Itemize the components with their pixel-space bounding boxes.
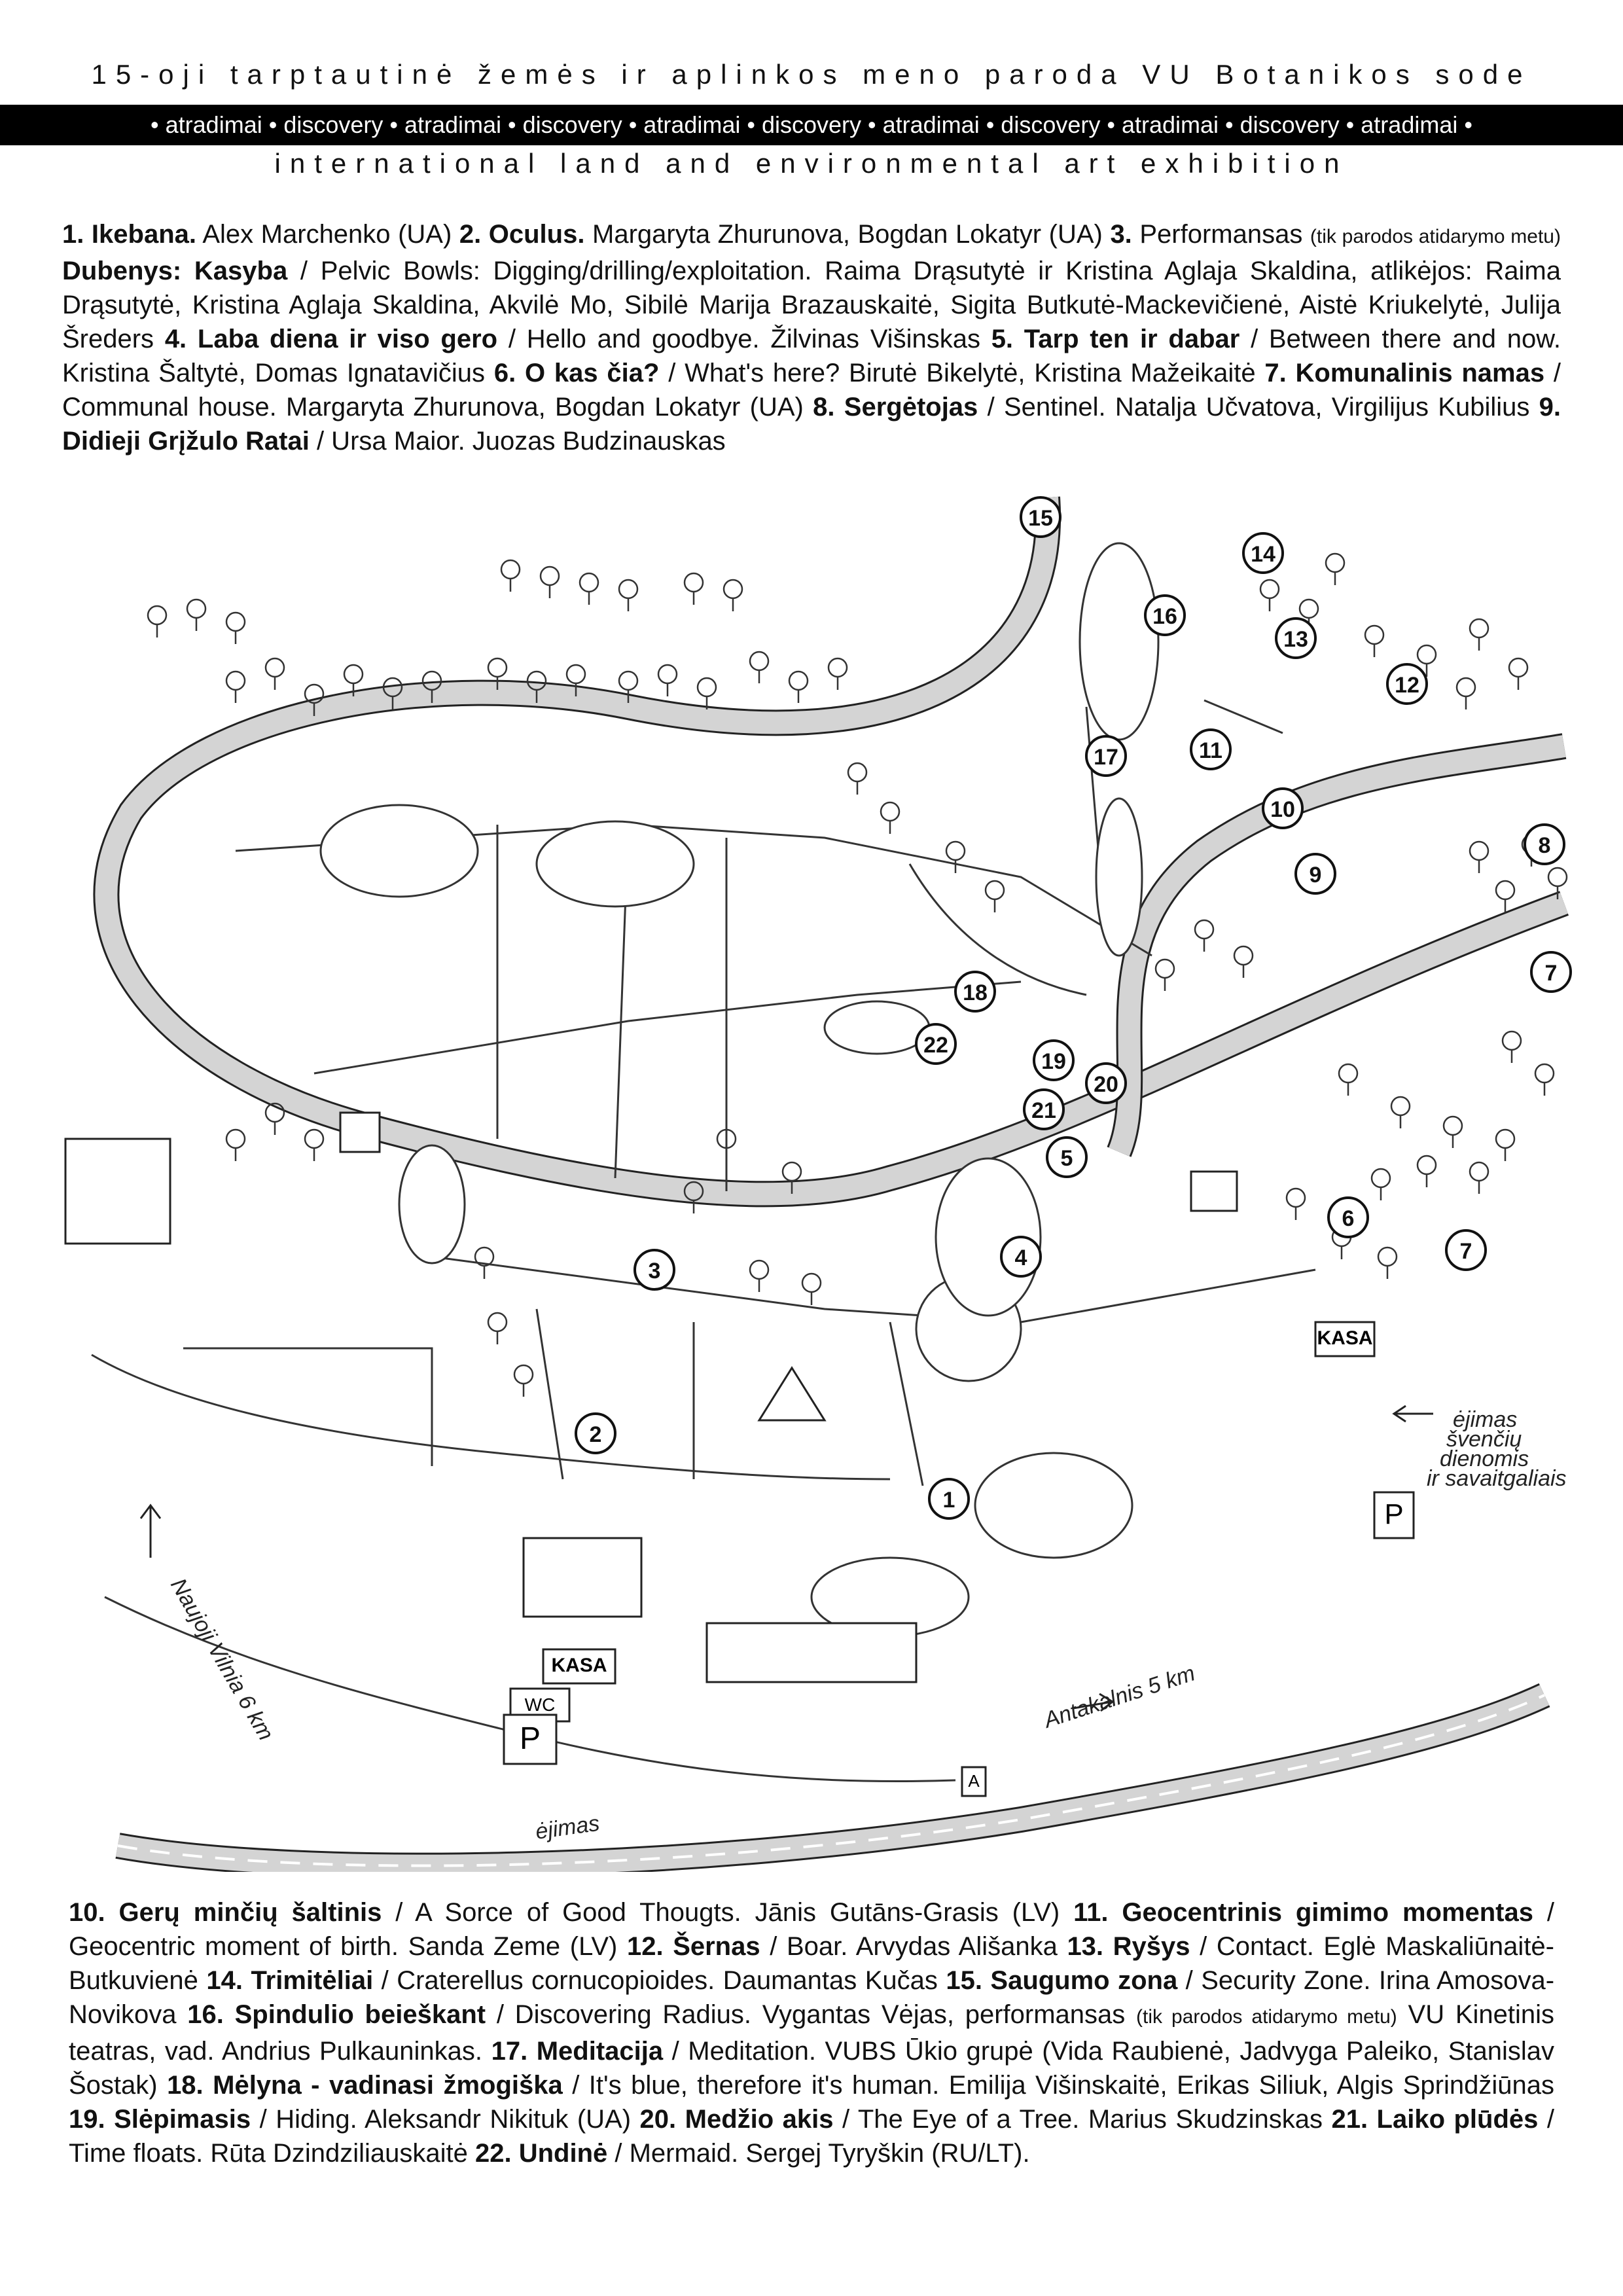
svg-text:KASA: KASA: [1317, 1327, 1373, 1349]
road-label-antakalnis: Antakalnis 5 km: [1041, 1660, 1198, 1733]
artwork-rest: Margaryta Zhurunova, Bogdan Lokatyr (UA): [584, 220, 1111, 249]
map-marker-14[interactable]: [1243, 533, 1283, 573]
svg-text:ir savaitgaliais: ir savaitgaliais: [1427, 1466, 1567, 1491]
artwork-num: 3.: [1110, 220, 1140, 249]
svg-text:22: 22: [923, 1033, 948, 1058]
artwork-rest2: VU Kinetinis teatras, vad. Andrius Pulkauninkas.: [69, 2000, 1555, 2066]
artwork-title: Didieji Grįžulo Ratai: [62, 427, 310, 456]
artwork-num: 21.: [1331, 2105, 1377, 2134]
map-marker-10[interactable]: [1263, 789, 1302, 828]
artwork-title: Undinė: [518, 2139, 608, 2168]
artwork-rest: / Security Zone. Irina Amosova-Novikova: [69, 1966, 1555, 2029]
artwork-rest: / A Sorce of Good Thougts. Jānis Gutāns-Grasis (LV): [382, 1898, 1074, 1927]
artwork-rest: / Boar. Arvydas Ališanka: [760, 1932, 1067, 1961]
road-label-naujoji-vilnia: Naujoji Vilnia 6 km: [166, 1574, 279, 1745]
artwork-num: 2.: [459, 220, 489, 249]
svg-text:6: 6: [1342, 1206, 1355, 1231]
svg-text:20: 20: [1094, 1072, 1118, 1097]
map-marker-21[interactable]: [1024, 1090, 1063, 1129]
map-marker-15[interactable]: [1021, 497, 1060, 537]
svg-text:ėjimas: ėjimas: [1453, 1407, 1518, 1432]
artwork-num: 18.: [167, 2071, 213, 2100]
svg-text:17: 17: [1094, 745, 1118, 770]
svg-text:12: 12: [1395, 673, 1419, 698]
artwork-entry: [167, 2071, 1554, 2100]
artwork-list-top: [62, 217, 1561, 458]
map-marker-17[interactable]: [1086, 736, 1126, 776]
artwork-rest: Performansas: [1139, 220, 1310, 249]
artwork-num: 6.: [493, 359, 525, 387]
artwork-rest: / What's here? Birutė Bikelytė, Kristina Mažeikaitė: [659, 359, 1265, 387]
map-marker-4[interactable]: [1001, 1237, 1041, 1276]
artwork-num: 11.: [1073, 1898, 1122, 1927]
artwork-num: 13.: [1067, 1932, 1113, 1961]
artwork-num: 5.: [991, 325, 1024, 353]
artwork-title: Gerų minčių šaltinis: [118, 1898, 382, 1927]
svg-text:A: A: [968, 1771, 980, 1791]
artwork-title: Saugumo zona: [990, 1966, 1178, 1995]
artwork-title2: Dubenys: Kasyba: [62, 257, 288, 285]
svg-text:21: 21: [1031, 1098, 1056, 1123]
artwork-num: 17.: [491, 2037, 537, 2066]
artwork-entry: [475, 2139, 1030, 2168]
svg-text:WC: WC: [524, 1695, 556, 1715]
artwork-rest: / Craterellus cornucopioides. Daumantas Kučas: [373, 1966, 946, 1995]
svg-text:KASA: KASA: [551, 1655, 607, 1676]
artwork-num: 1.: [62, 220, 92, 249]
artwork-num: 19.: [69, 2105, 115, 2134]
artwork-list-bottom: [69, 1895, 1554, 2170]
svg-text:14: 14: [1251, 542, 1275, 567]
map-marker-16[interactable]: [1145, 596, 1185, 635]
artwork-title: Mėlyna - vadinasi žmogiška: [213, 2071, 563, 2100]
artwork-rest: / Hiding. Aleksandr Nikituk (UA): [251, 2105, 640, 2134]
artwork-num: 20.: [639, 2105, 685, 2134]
svg-text:15: 15: [1028, 506, 1053, 531]
svg-text:18: 18: [963, 980, 988, 1005]
artwork-title: Laiko plūdės: [1376, 2105, 1539, 2134]
artwork-entry: [640, 2105, 1332, 2134]
artwork-title: Spindulio beieškant: [234, 2000, 486, 2029]
artwork-rest: / Discovering Radius. Vygantas Vėjas, performansas: [486, 2000, 1137, 2029]
artwork-num: 9.: [1539, 393, 1561, 422]
svg-text:P: P: [519, 1721, 541, 1756]
map-marker-7[interactable]: [1531, 952, 1571, 992]
map-marker-18[interactable]: [955, 972, 995, 1011]
artwork-entry: [813, 393, 1539, 422]
exhibition-subtitle: international land and environmental art exhibition: [274, 148, 1349, 179]
artwork-entry: [69, 2105, 640, 2134]
artwork-title: Meditacija: [536, 2037, 664, 2066]
artwork-num: 4.: [164, 325, 198, 353]
artwork-title: O kas čia?: [525, 359, 660, 387]
svg-text:10: 10: [1270, 797, 1295, 822]
svg-text:3: 3: [648, 1259, 661, 1283]
garden-map: [39, 484, 1590, 1872]
parking-icon: [504, 1492, 1414, 1764]
svg-text:5: 5: [1060, 1146, 1073, 1171]
svg-text:2: 2: [589, 1422, 602, 1447]
map-marker-22[interactable]: [916, 1024, 955, 1064]
artwork-num: 15.: [946, 1966, 991, 1995]
artwork-title: Ryšys: [1113, 1932, 1190, 1961]
artwork-title: Oculus.: [488, 220, 585, 249]
artwork-title: Komunalinis namas: [1295, 359, 1545, 387]
map-marker-2[interactable]: [576, 1414, 615, 1453]
map-marker-3[interactable]: [635, 1250, 674, 1289]
map-marker-1[interactable]: [929, 1479, 969, 1518]
artwork-title: Ikebana.: [91, 220, 196, 249]
svg-text:švenčių: švenčių: [1446, 1427, 1522, 1452]
artwork-num: 7.: [1264, 359, 1296, 387]
map-marker-13[interactable]: [1276, 619, 1315, 658]
svg-text:19: 19: [1041, 1049, 1066, 1074]
exhibition-title: 15-oji tarptautinė žemės ir aplinkos meno paroda VU Botanikos sode: [91, 59, 1532, 90]
artwork-entry: [165, 325, 991, 353]
artwork-rest: / Sentinel. Natalja Učvatova, Virgilijus Kubilius: [978, 393, 1539, 422]
artwork-num: 12.: [626, 1932, 673, 1961]
svg-text:7: 7: [1544, 961, 1558, 986]
svg-text:1: 1: [942, 1488, 955, 1513]
artwork-title: Geocentrinis gimimo momentas: [1122, 1898, 1533, 1927]
artwork-small: (tik parodos atidarymo metu): [1310, 226, 1561, 247]
map-marker-8[interactable]: [1525, 825, 1564, 864]
artwork-rest: / Hello and goodbye. Žilvinas Višinskas: [497, 325, 991, 353]
artwork-entry: [69, 1898, 1073, 1927]
svg-text:dienomis: dienomis: [1440, 1446, 1529, 1471]
artwork-rest2: / Pelvic Bowls: Digging/drilling/exploitation. Raima Drąsutytė ir Kristina Aglaja Skaldina, atlikėjos: Raima Drąsutytė, Kristina Aglaja Skaldina, Akvilė Mo, Sibilė Marija Brazauskaitė, Sigita Butkutė-Mackevičienė, Aistė Kriukelytė, Julija Šreders: [62, 257, 1561, 353]
artwork-title: Trimitėliai: [251, 1966, 374, 1995]
artwork-entry: [62, 220, 459, 249]
artwork-num: 16.: [187, 2000, 235, 2029]
artwork-small: (tik parodos atidarymo metu): [1136, 2006, 1397, 2028]
artwork-rest: / Ursa Maior. Juozas Budzinauskas: [309, 427, 726, 456]
artwork-title: Laba diena ir viso gero: [197, 325, 498, 353]
artwork-rest: / It's blue, therefore it's human. Emilija Višinskaitė, Erikas Siliuk, Algis Sprindžiūnas: [562, 2071, 1555, 2100]
artwork-entry: [459, 220, 1111, 249]
artwork-num: 14.: [206, 1966, 251, 1995]
svg-text:4: 4: [1014, 1246, 1027, 1270]
map-marker-19[interactable]: [1034, 1041, 1073, 1080]
artwork-rest: Alex Marchenko (UA): [196, 220, 459, 249]
artwork-num: 22.: [474, 2139, 519, 2168]
svg-text:9: 9: [1309, 863, 1322, 888]
bus-stop-icon: [962, 1767, 986, 1796]
svg-text:P: P: [1384, 1498, 1404, 1530]
artwork-title: Tarp ten ir dabar: [1024, 325, 1240, 353]
artwork-title: Sergėtojas: [844, 393, 978, 422]
artwork-num: 8.: [813, 393, 844, 422]
walk-label: ėjimas: [533, 1810, 601, 1844]
pond-icon: [321, 543, 1158, 1636]
artwork-rest: / The Eye of a Tree. Marius Skudzinskas: [833, 2105, 1332, 2134]
map-marker-9[interactable]: [1296, 854, 1335, 893]
artwork-num: 10.: [69, 1898, 119, 1927]
svg-text:8: 8: [1538, 833, 1551, 858]
map-marker-6[interactable]: [1329, 1198, 1368, 1237]
artwork-title: Šernas: [673, 1932, 760, 1961]
artwork-rest: / Mermaid. Sergej Tyryškin (RU/LT).: [607, 2139, 1030, 2168]
artwork-title: Medžio akis: [685, 2105, 834, 2134]
map-marker-20[interactable]: [1086, 1064, 1126, 1103]
artwork-rest: / Time floats. Rūta Dzindziliauskaitė: [69, 2105, 1555, 2168]
artwork-entry: [627, 1932, 1067, 1961]
map-marker-11[interactable]: [1191, 730, 1230, 769]
artwork-rest: / Geocentric moment of birth. Sanda Zeme (LV): [69, 1898, 1555, 1961]
map-marker-12[interactable]: [1387, 664, 1427, 704]
artwork-markers: [576, 497, 1571, 1518]
map-marker-5[interactable]: [1047, 1138, 1086, 1177]
artwork-rest: / Communal house. Margaryta Zhurunova, Bogdan Lokatyr (UA): [62, 359, 1561, 422]
artwork-rest: / Between there and now. Kristina Šaltytė, Domas Ignatavičius: [62, 325, 1561, 387]
artwork-rest: / Meditation. VUBS Ūkio grupė (Vida Raubienė, Jadvyga Paleiko, Stanislav Šostak): [69, 2037, 1555, 2100]
artwork-entry: [494, 359, 1265, 387]
map-marker-7[interactable]: [1446, 1230, 1486, 1270]
artwork-title: Slėpimasis: [114, 2105, 251, 2134]
artwork-entry: [206, 1966, 946, 1995]
svg-text:13: 13: [1283, 627, 1308, 652]
discovery-band: • atradimai • discovery • atradimai • discovery • atradimai • discovery • atradimai • discovery • atradimai • discovery • atradimai •: [0, 105, 1623, 145]
svg-text:16: 16: [1152, 604, 1177, 629]
walk-weekend-label: [1427, 1407, 1567, 1491]
artwork-rest: / Contact. Eglė Maskaliūnaitė-Butkuvienė: [69, 1932, 1554, 1995]
svg-text:7: 7: [1459, 1239, 1472, 1264]
svg-text:11: 11: [1199, 738, 1222, 763]
